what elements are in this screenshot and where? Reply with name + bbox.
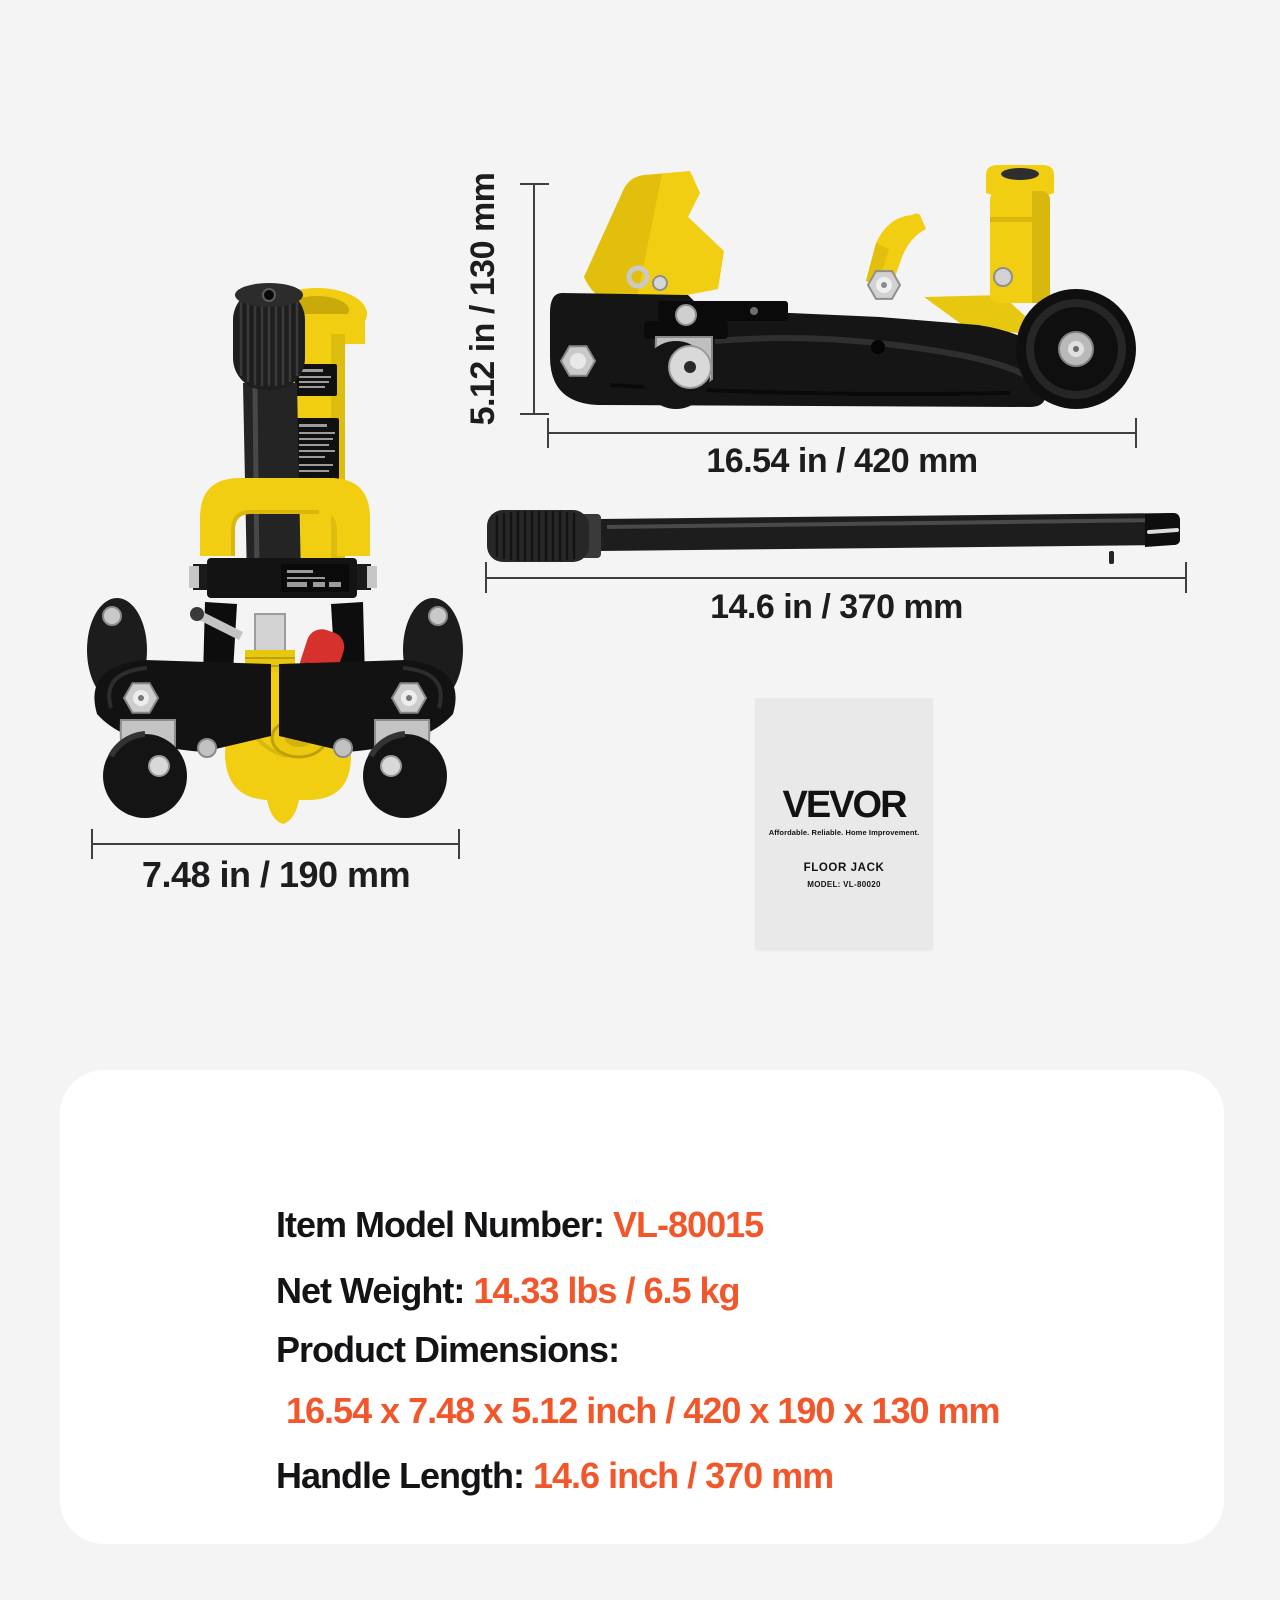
spec-label: Net Weight: [276,1270,474,1311]
spec-label: Handle Length: [276,1455,534,1496]
length-dimension-label: 16.54 in / 420 mm [706,442,978,480]
width-dimension-label: 7.48 in / 190 mm [141,854,411,895]
handle-dimension-label: 14.6 in / 370 mm [710,588,963,626]
height-dimension-label: 5.12 in / 130 mm [464,172,502,426]
dimension-line-handle [486,577,1187,579]
box-product-name: FLOOR JACK [803,862,885,874]
spec-label: Product Dimensions: [276,1329,620,1370]
spec-value: 14.6 inch / 370 mm [533,1455,834,1496]
box-model-number: MODEL: VL-80020 [807,880,881,889]
dimension-line-width [92,843,460,845]
dimension-line-height [533,184,535,414]
spec-card [60,1070,1224,1544]
spec-handle-length [222,1413,833,1539]
vevor-logo: VEVOR [782,784,906,826]
spec-value: 14.33 lbs / 6.5 kg [473,1270,740,1311]
spec-value: VL-80015 [613,1204,764,1245]
floor-jack-side-view-photo [540,165,1150,420]
brand-tagline: Affordable. Reliable. Home Improvement. [768,828,920,837]
dimension-line-length [548,432,1136,434]
floor-jack-front-view-photo [85,268,465,826]
spec-label: Item Model Number: [276,1204,614,1245]
dimension-tick [520,413,549,415]
product-box [755,698,933,950]
spec-value: 16.54 x 7.48 x 5.12 inch / 420 x 190 x 130 mm [286,1390,1000,1431]
dimension-tick [520,183,549,185]
jack-handle-photo [485,505,1185,567]
